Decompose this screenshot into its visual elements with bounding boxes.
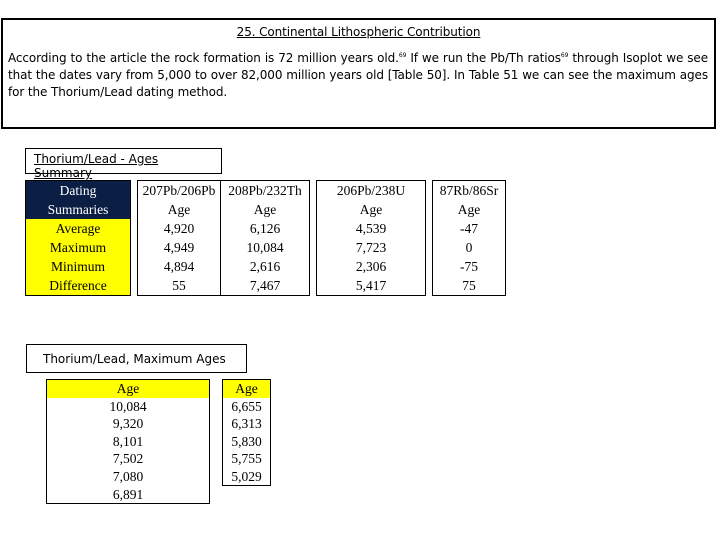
table-cell: 10,084 [221, 238, 310, 257]
table-cell: 5,830 [223, 433, 271, 451]
table-cell: 0 [433, 238, 506, 257]
table-header-row [26, 181, 506, 201]
table-cell: 7,502 [47, 450, 210, 468]
table-cell: 4,949 [138, 238, 221, 257]
table-cell: 4,920 [138, 219, 221, 238]
max-ages-caption: Thorium/Lead, Maximum Ages [26, 344, 247, 373]
table-cell: 4,894 [138, 257, 221, 276]
table-row [47, 415, 271, 433]
table-cell: 6,655 [223, 398, 271, 416]
summary-table-caption: Thorium/Lead - Ages Summary [25, 148, 222, 174]
table-cell: 6,891 [47, 486, 210, 504]
column-header: Age [223, 380, 271, 398]
table-row [26, 238, 506, 257]
table-cell: 10,084 [47, 398, 210, 416]
table-cell: 6,126 [221, 219, 310, 238]
table-cell: 7,467 [221, 276, 310, 296]
table-row [47, 398, 271, 416]
table-cell: 5,417 [317, 276, 426, 296]
footnote-ref-2: 69 [560, 52, 569, 59]
intro-paragraph [8, 50, 708, 101]
table-cell: 7,723 [317, 238, 426, 257]
table-cell: 5,755 [223, 450, 271, 468]
ages-summary-table [25, 180, 506, 296]
column-header: 208Pb/232Th [221, 181, 310, 201]
table-cell: -47 [433, 219, 506, 238]
column-header: 87Rb/86Sr [433, 181, 506, 201]
intro-text-part3: through Isoplot we see that the dates vary from 5,000 to over 82,000 million years old [Table 50]. In Table 51 we can see the maximum ages for the Thorium/Lead dating method. [8, 51, 708, 99]
section-title: 25. Continental Lithospheric Contribution [236, 25, 481, 39]
row-label: Maximum [26, 238, 131, 257]
column-subheader: Age [317, 200, 426, 219]
header-label: Dating [26, 181, 131, 201]
row-label: Average [26, 219, 131, 238]
column-subheader: Age [138, 200, 221, 219]
table-cell: 6,313 [223, 415, 271, 433]
intro-box [1, 18, 716, 129]
table-row [26, 276, 506, 296]
intro-text-part2: If we run the Pb/Th ratios [406, 51, 561, 65]
table-cell: 2,616 [221, 257, 310, 276]
row-label: Minimum [26, 257, 131, 276]
table-header-row [47, 380, 271, 398]
table-header-row [26, 200, 506, 219]
table-cell: 9,320 [47, 415, 210, 433]
column-header: 206Pb/238U [317, 181, 426, 201]
table-row [47, 486, 271, 504]
footnote-ref-1: 69 [398, 52, 407, 59]
table-cell: 7,080 [47, 468, 210, 486]
table-cell: 5,029 [223, 468, 271, 486]
table-cell: 2,306 [317, 257, 426, 276]
max-ages-table [46, 379, 271, 504]
column-subheader: Age [221, 200, 310, 219]
table-row [47, 468, 271, 486]
table-row [47, 450, 271, 468]
intro-text-part1: According to the article the rock formation is 72 million years old. [8, 51, 399, 65]
table-cell: 75 [433, 276, 506, 296]
row-label: Difference [26, 276, 131, 296]
table-cell: 8,101 [47, 433, 210, 451]
table-cell: 4,539 [317, 219, 426, 238]
column-header: Age [47, 380, 210, 398]
table-row [26, 219, 506, 238]
column-header: 207Pb/206Pb [138, 181, 221, 201]
column-subheader: Age [433, 200, 506, 219]
table-cell: -75 [433, 257, 506, 276]
table-row [47, 433, 271, 451]
header-label: Summaries [26, 200, 131, 219]
table-cell: 55 [138, 276, 221, 296]
table-row [26, 257, 506, 276]
